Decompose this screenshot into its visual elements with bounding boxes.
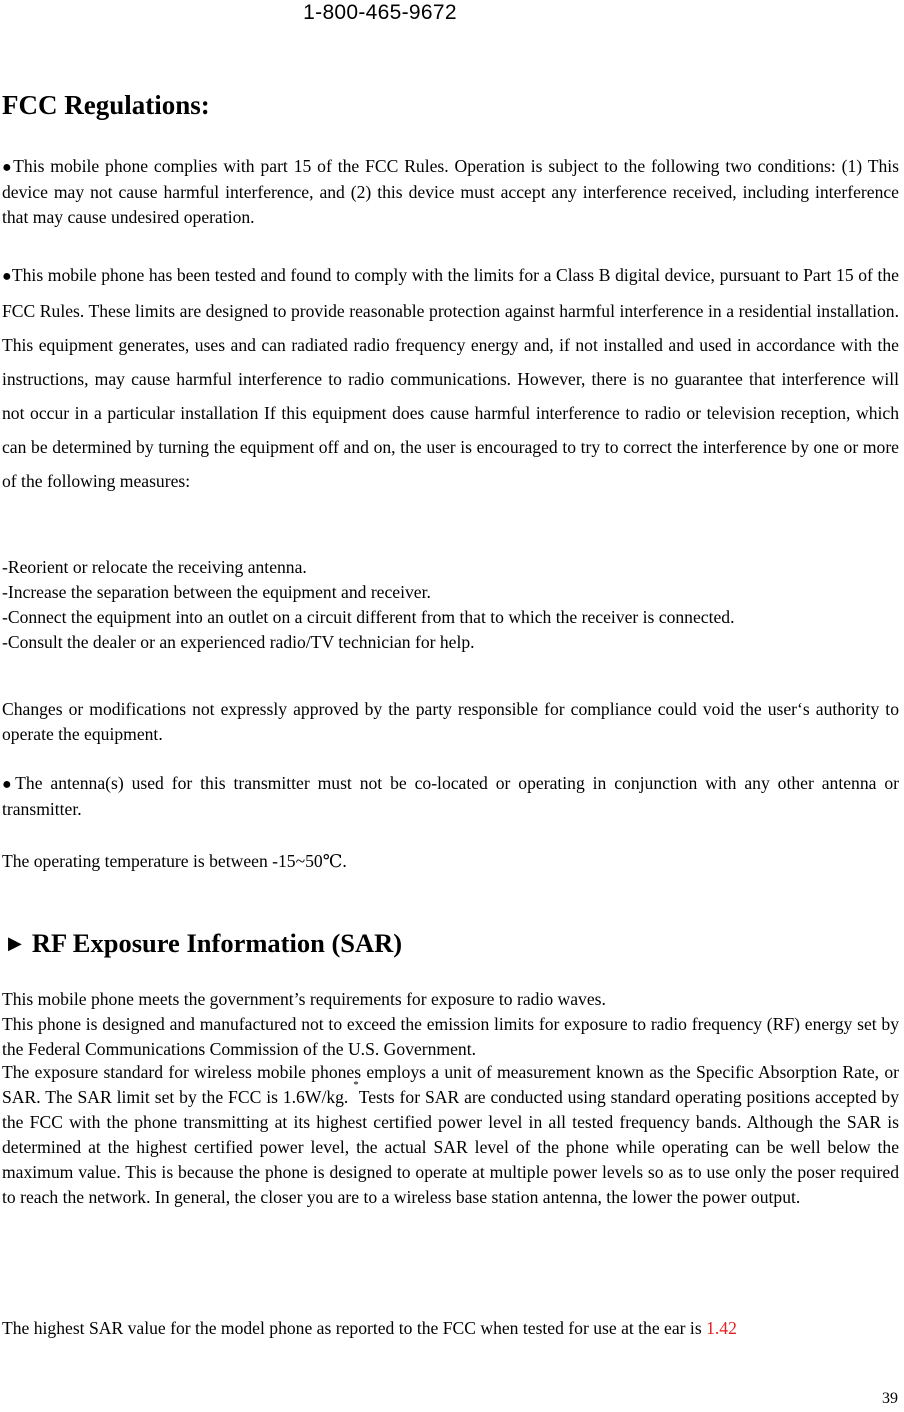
fcc-paragraph-2 [2, 258, 899, 498]
bullet-icon: ● [2, 159, 14, 176]
rf-heading [2, 925, 402, 961]
rf-paragraph-1 [2, 987, 899, 1062]
fcc-heading: FCC Regulations: [2, 90, 210, 120]
sar-statement: The highest SAR value for the model phone as reported to the FCC when tested for use at the ear is [2, 1318, 707, 1338]
rf-paragraph-2-text-b: Tests for SAR are conducted using standard operating positions accepted by the FCC with the phone transmitting at its highest certified power level in all tested frequency bands. Although the SAR is determined at the highest certified power level, the actual SAR level of the phone while operating can be well below the maximum value. This is because the phone is designed to operate at multiple power levels so as to use only the poser required to reach the network. In general, the closer you are to a wireless base station antenna, the lower the power output. [2, 1087, 899, 1207]
measures-list [2, 555, 899, 655]
rf-paragraph-2 [2, 1060, 899, 1210]
fcc-paragraph-1 [2, 154, 899, 230]
measure-item: -Consult the dealer or an experienced radio/TV technician for help. [2, 632, 475, 652]
sar-value: 1.42 [706, 1318, 737, 1338]
measure-item: -Reorient or relocate the receiving antenna. [2, 557, 307, 577]
rf-paragraph-1-line-1: This mobile phone meets the government’s requirements for exposure to radio waves. [2, 989, 606, 1009]
rf-paragraph-2-text-a: The exposure standard for wireless mobile phones employs a unit of measurement known as the Specific Absorption Rate, or SAR. The SAR limit set by the FCC is 1.6W/kg. [2, 1062, 899, 1107]
rf-heading-text: RF Exposure Information (SAR) [31, 928, 403, 958]
measure-item: -Connect the equipment into an outlet on a circuit different from that to which the receiver is connected. [2, 607, 735, 627]
fcc-paragraph-1-text: This mobile phone complies with part 15 of the FCC Rules. Operation is subject to the following two conditions: (1) This device may not cause harmful interference, and (2) this device must accept any interference received, including interference that may cause undesired operation. [2, 156, 899, 227]
rf-paragraph-1-line-2: This phone is designed and manufactured not to exceed the emission limits for exposure to radio frequency (RF) energy set by the Federal Communications Commission of the U.S. Government. [2, 1014, 899, 1059]
temperature-paragraph: The operating temperature is between -15~50℃. [2, 851, 347, 871]
fcc-paragraph-2-text: This mobile phone has been tested and found to comply with the limits for a Class B digital device, pursuant to Part 15 of the FCC Rules. These limits are designed to provide reasonable protection against harmful interference in a residential installation. This equipment generates, uses and can radiated radio frequency energy and, if not installed and used in accordance with the instructions, may cause harmful interference to radio communications. However, there is no guarantee that interference will not occur in a particular installation If this equipment does cause harmful interference to radio or television reception, which can be determined by turning the equipment off and on, the user is encouraged to try to correct the interference by one or more of the following measures: [2, 265, 899, 491]
fcc-paragraph-3 [2, 771, 899, 822]
page-number: 39 [882, 1390, 898, 1407]
rf-paragraph-3 [2, 1316, 899, 1341]
footnote-marker: * [353, 1079, 359, 1091]
changes-paragraph: Changes or modifications not expressly approved by the party responsible for compliance could void the user‘s authority to operate the equipment. [2, 699, 899, 744]
triangle-right-icon: ▶ [8, 933, 22, 953]
measure-item: -Increase the separation between the equipment and receiver. [2, 582, 431, 602]
bullet-icon: ● [2, 776, 16, 793]
header-phone-number: 1-800-465-9672 [303, 1, 457, 24]
bullet-icon: ● [2, 268, 12, 285]
fcc-paragraph-3-text: The antenna(s) used for this transmitter must not be co-located or operating in conjunction with any other antenna or transmitter. [2, 773, 899, 819]
